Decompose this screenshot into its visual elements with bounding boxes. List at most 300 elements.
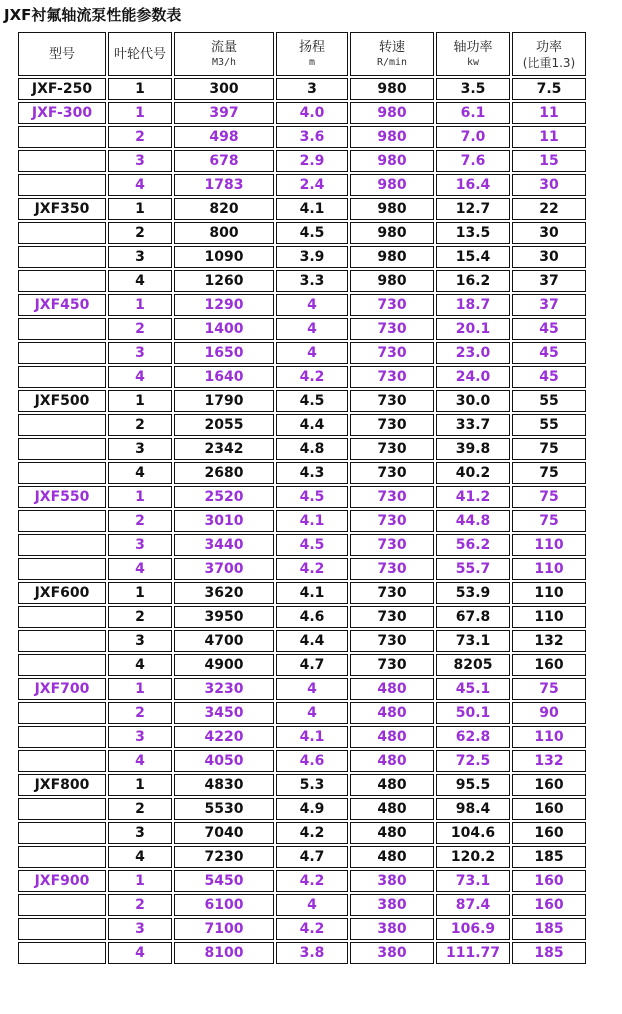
shaft-power-cell: 16.2 bbox=[436, 270, 510, 292]
header-cell-speed bbox=[350, 32, 434, 76]
impeller-cell: 3 bbox=[108, 438, 172, 460]
power-cell: 132 bbox=[512, 630, 586, 652]
impeller-cell: 3 bbox=[108, 534, 172, 556]
model-cell: JXF900 bbox=[18, 870, 106, 892]
power-cell: 45 bbox=[512, 342, 586, 364]
impeller-cell: 2 bbox=[108, 126, 172, 148]
speed-cell: 480 bbox=[350, 678, 434, 700]
speed-cell: 730 bbox=[350, 366, 434, 388]
impeller-cell: 1 bbox=[108, 678, 172, 700]
speed-cell: 980 bbox=[350, 174, 434, 196]
flow-cell: 3450 bbox=[174, 702, 274, 724]
power-cell: 75 bbox=[512, 438, 586, 460]
shaft-power-cell: 44.8 bbox=[436, 510, 510, 532]
flow-cell: 820 bbox=[174, 198, 274, 220]
table-row bbox=[18, 462, 586, 484]
model-cell bbox=[18, 270, 106, 292]
model-cell bbox=[18, 654, 106, 676]
header-label: 转速 bbox=[378, 39, 405, 55]
power-cell: 160 bbox=[512, 870, 586, 892]
model-cell: JXF-300 bbox=[18, 102, 106, 124]
spec-table-body bbox=[18, 32, 586, 964]
impeller-cell: 3 bbox=[108, 918, 172, 940]
head-cell: 5.3 bbox=[276, 774, 348, 796]
power-cell: 75 bbox=[512, 510, 586, 532]
head-cell: 4.1 bbox=[276, 510, 348, 532]
flow-cell: 2680 bbox=[174, 462, 274, 484]
shaft-power-cell: 30.0 bbox=[436, 390, 510, 412]
speed-cell: 480 bbox=[350, 798, 434, 820]
impeller-cell: 2 bbox=[108, 414, 172, 436]
head-cell: 4 bbox=[276, 678, 348, 700]
head-cell: 4.5 bbox=[276, 486, 348, 508]
table-row bbox=[18, 558, 586, 580]
model-cell bbox=[18, 438, 106, 460]
header-cell-shaft-power bbox=[436, 32, 510, 76]
flow-cell: 3230 bbox=[174, 678, 274, 700]
speed-cell: 480 bbox=[350, 846, 434, 868]
impeller-cell: 2 bbox=[108, 318, 172, 340]
power-cell: 45 bbox=[512, 366, 586, 388]
spec-table bbox=[16, 30, 588, 966]
table-row bbox=[18, 174, 586, 196]
impeller-cell: 4 bbox=[108, 654, 172, 676]
impeller-cell: 3 bbox=[108, 726, 172, 748]
table-row bbox=[18, 390, 586, 412]
flow-cell: 1400 bbox=[174, 318, 274, 340]
shaft-power-cell: 45.1 bbox=[436, 678, 510, 700]
impeller-cell: 1 bbox=[108, 486, 172, 508]
shaft-power-cell: 33.7 bbox=[436, 414, 510, 436]
power-cell: 160 bbox=[512, 774, 586, 796]
shaft-power-cell: 41.2 bbox=[436, 486, 510, 508]
table-row bbox=[18, 126, 586, 148]
flow-cell: 1260 bbox=[174, 270, 274, 292]
impeller-cell: 4 bbox=[108, 462, 172, 484]
model-cell: JXF-250 bbox=[18, 78, 106, 100]
shaft-power-cell: 62.8 bbox=[436, 726, 510, 748]
head-cell: 4 bbox=[276, 342, 348, 364]
shaft-power-cell: 53.9 bbox=[436, 582, 510, 604]
speed-cell: 730 bbox=[350, 582, 434, 604]
power-cell: 11 bbox=[512, 102, 586, 124]
model-cell bbox=[18, 702, 106, 724]
impeller-cell: 1 bbox=[108, 78, 172, 100]
header-cell-model bbox=[18, 32, 106, 76]
impeller-cell: 3 bbox=[108, 630, 172, 652]
table-row bbox=[18, 342, 586, 364]
power-cell: 45 bbox=[512, 318, 586, 340]
model-cell bbox=[18, 150, 106, 172]
power-cell: 11 bbox=[512, 126, 586, 148]
model-cell bbox=[18, 918, 106, 940]
impeller-cell: 2 bbox=[108, 606, 172, 628]
power-cell: 185 bbox=[512, 918, 586, 940]
model-cell bbox=[18, 318, 106, 340]
table-row bbox=[18, 798, 586, 820]
impeller-cell: 1 bbox=[108, 294, 172, 316]
speed-cell: 730 bbox=[350, 606, 434, 628]
head-cell: 3.6 bbox=[276, 126, 348, 148]
shaft-power-cell: 6.1 bbox=[436, 102, 510, 124]
model-cell bbox=[18, 558, 106, 580]
head-cell: 4.1 bbox=[276, 198, 348, 220]
power-cell: 160 bbox=[512, 654, 586, 676]
speed-cell: 730 bbox=[350, 294, 434, 316]
header-cell-power bbox=[512, 32, 586, 76]
shaft-power-cell: 55.7 bbox=[436, 558, 510, 580]
shaft-power-cell: 67.8 bbox=[436, 606, 510, 628]
shaft-power-cell: 24.0 bbox=[436, 366, 510, 388]
flow-cell: 3620 bbox=[174, 582, 274, 604]
power-cell: 110 bbox=[512, 558, 586, 580]
head-cell: 4.6 bbox=[276, 750, 348, 772]
impeller-cell: 1 bbox=[108, 390, 172, 412]
model-cell bbox=[18, 630, 106, 652]
head-cell: 4.2 bbox=[276, 366, 348, 388]
table-row bbox=[18, 606, 586, 628]
speed-cell: 380 bbox=[350, 894, 434, 916]
flow-cell: 7100 bbox=[174, 918, 274, 940]
head-cell: 4 bbox=[276, 894, 348, 916]
impeller-cell: 2 bbox=[108, 222, 172, 244]
table-row bbox=[18, 366, 586, 388]
header-label: 功率 bbox=[535, 39, 562, 55]
power-cell: 110 bbox=[512, 726, 586, 748]
head-cell: 4.2 bbox=[276, 822, 348, 844]
impeller-cell: 3 bbox=[108, 150, 172, 172]
header-label: 轴功率 bbox=[453, 39, 493, 55]
speed-cell: 480 bbox=[350, 726, 434, 748]
table-row bbox=[18, 630, 586, 652]
model-cell bbox=[18, 822, 106, 844]
flow-cell: 5530 bbox=[174, 798, 274, 820]
impeller-cell: 4 bbox=[108, 750, 172, 772]
flow-cell: 4700 bbox=[174, 630, 274, 652]
table-row bbox=[18, 774, 586, 796]
table-row bbox=[18, 150, 586, 172]
head-cell: 3 bbox=[276, 78, 348, 100]
head-cell: 4.1 bbox=[276, 726, 348, 748]
head-cell: 3.8 bbox=[276, 942, 348, 964]
speed-cell: 730 bbox=[350, 654, 434, 676]
shaft-power-cell: 12.7 bbox=[436, 198, 510, 220]
header-cell-impeller bbox=[108, 32, 172, 76]
power-cell: 55 bbox=[512, 390, 586, 412]
flow-cell: 2520 bbox=[174, 486, 274, 508]
head-cell: 4.4 bbox=[276, 414, 348, 436]
power-cell: 160 bbox=[512, 822, 586, 844]
speed-cell: 380 bbox=[350, 918, 434, 940]
table-row bbox=[18, 678, 586, 700]
header-label: 型号 bbox=[48, 46, 75, 62]
flow-cell: 6100 bbox=[174, 894, 274, 916]
shaft-power-cell: 7.6 bbox=[436, 150, 510, 172]
table-row bbox=[18, 294, 586, 316]
flow-cell: 7230 bbox=[174, 846, 274, 868]
table-row bbox=[18, 246, 586, 268]
shaft-power-cell: 56.2 bbox=[436, 534, 510, 556]
model-cell bbox=[18, 942, 106, 964]
power-cell: 7.5 bbox=[512, 78, 586, 100]
model-cell bbox=[18, 342, 106, 364]
flow-cell: 800 bbox=[174, 222, 274, 244]
head-cell: 3.9 bbox=[276, 246, 348, 268]
table-row bbox=[18, 102, 586, 124]
model-cell bbox=[18, 510, 106, 532]
speed-cell: 730 bbox=[350, 534, 434, 556]
model-cell bbox=[18, 366, 106, 388]
table-row bbox=[18, 222, 586, 244]
flow-cell: 1290 bbox=[174, 294, 274, 316]
header-unit: (比重1.3) bbox=[522, 55, 576, 70]
model-cell: JXF700 bbox=[18, 678, 106, 700]
impeller-cell: 2 bbox=[108, 894, 172, 916]
impeller-cell: 1 bbox=[108, 774, 172, 796]
flow-cell: 4830 bbox=[174, 774, 274, 796]
table-row bbox=[18, 582, 586, 604]
shaft-power-cell: 98.4 bbox=[436, 798, 510, 820]
speed-cell: 730 bbox=[350, 318, 434, 340]
impeller-cell: 1 bbox=[108, 198, 172, 220]
table-row bbox=[18, 198, 586, 220]
speed-cell: 730 bbox=[350, 510, 434, 532]
shaft-power-cell: 23.0 bbox=[436, 342, 510, 364]
impeller-cell: 3 bbox=[108, 822, 172, 844]
power-cell: 90 bbox=[512, 702, 586, 724]
table-row bbox=[18, 318, 586, 340]
header-label: 叶轮代号 bbox=[113, 46, 166, 62]
head-cell: 4 bbox=[276, 294, 348, 316]
power-cell: 185 bbox=[512, 846, 586, 868]
speed-cell: 730 bbox=[350, 438, 434, 460]
flow-cell: 2342 bbox=[174, 438, 274, 460]
head-cell: 4.5 bbox=[276, 534, 348, 556]
shaft-power-cell: 39.8 bbox=[436, 438, 510, 460]
model-cell: JXF800 bbox=[18, 774, 106, 796]
speed-cell: 380 bbox=[350, 870, 434, 892]
header-unit: M3/h bbox=[211, 56, 237, 68]
flow-cell: 498 bbox=[174, 126, 274, 148]
shaft-power-cell: 73.1 bbox=[436, 870, 510, 892]
model-cell bbox=[18, 462, 106, 484]
speed-cell: 480 bbox=[350, 822, 434, 844]
power-cell: 75 bbox=[512, 678, 586, 700]
shaft-power-cell: 111.77 bbox=[436, 942, 510, 964]
shaft-power-cell: 13.5 bbox=[436, 222, 510, 244]
head-cell: 3.3 bbox=[276, 270, 348, 292]
impeller-cell: 4 bbox=[108, 846, 172, 868]
page-title: JXF衬氟轴流泵性能参数表 bbox=[4, 6, 182, 24]
table-row bbox=[18, 846, 586, 868]
model-cell bbox=[18, 726, 106, 748]
table-row bbox=[18, 918, 586, 940]
flow-cell: 1640 bbox=[174, 366, 274, 388]
speed-cell: 480 bbox=[350, 702, 434, 724]
flow-cell: 4900 bbox=[174, 654, 274, 676]
speed-cell: 730 bbox=[350, 390, 434, 412]
model-cell bbox=[18, 606, 106, 628]
power-cell: 185 bbox=[512, 942, 586, 964]
model-cell bbox=[18, 798, 106, 820]
impeller-cell: 4 bbox=[108, 942, 172, 964]
table-row bbox=[18, 894, 586, 916]
flow-cell: 1783 bbox=[174, 174, 274, 196]
flow-cell: 1090 bbox=[174, 246, 274, 268]
speed-cell: 980 bbox=[350, 198, 434, 220]
model-cell bbox=[18, 534, 106, 556]
speed-cell: 730 bbox=[350, 558, 434, 580]
model-cell bbox=[18, 222, 106, 244]
impeller-cell: 3 bbox=[108, 342, 172, 364]
head-cell: 4 bbox=[276, 702, 348, 724]
table-row bbox=[18, 870, 586, 892]
model-cell: JXF350 bbox=[18, 198, 106, 220]
power-cell: 37 bbox=[512, 270, 586, 292]
impeller-cell: 2 bbox=[108, 798, 172, 820]
table-row bbox=[18, 654, 586, 676]
header-unit: kw bbox=[466, 56, 480, 68]
flow-cell: 397 bbox=[174, 102, 274, 124]
impeller-cell: 1 bbox=[108, 870, 172, 892]
header-unit: m bbox=[308, 56, 316, 68]
table-row bbox=[18, 270, 586, 292]
flow-cell: 1790 bbox=[174, 390, 274, 412]
power-cell: 30 bbox=[512, 222, 586, 244]
impeller-cell: 4 bbox=[108, 558, 172, 580]
model-cell bbox=[18, 750, 106, 772]
flow-cell: 3440 bbox=[174, 534, 274, 556]
table-row bbox=[18, 438, 586, 460]
shaft-power-cell: 7.0 bbox=[436, 126, 510, 148]
impeller-cell: 3 bbox=[108, 246, 172, 268]
power-cell: 110 bbox=[512, 534, 586, 556]
head-cell: 4 bbox=[276, 318, 348, 340]
flow-cell: 5450 bbox=[174, 870, 274, 892]
shaft-power-cell: 20.1 bbox=[436, 318, 510, 340]
speed-cell: 980 bbox=[350, 126, 434, 148]
model-cell bbox=[18, 846, 106, 868]
flow-cell: 3950 bbox=[174, 606, 274, 628]
power-cell: 22 bbox=[512, 198, 586, 220]
header-cell-head bbox=[276, 32, 348, 76]
power-cell: 110 bbox=[512, 582, 586, 604]
header-row bbox=[18, 32, 586, 76]
flow-cell: 300 bbox=[174, 78, 274, 100]
model-cell bbox=[18, 126, 106, 148]
model-cell: JXF600 bbox=[18, 582, 106, 604]
flow-cell: 3010 bbox=[174, 510, 274, 532]
speed-cell: 730 bbox=[350, 486, 434, 508]
head-cell: 4.2 bbox=[276, 558, 348, 580]
shaft-power-cell: 72.5 bbox=[436, 750, 510, 772]
shaft-power-cell: 106.9 bbox=[436, 918, 510, 940]
head-cell: 4.1 bbox=[276, 582, 348, 604]
head-cell: 4.2 bbox=[276, 870, 348, 892]
table-row bbox=[18, 726, 586, 748]
impeller-cell: 1 bbox=[108, 102, 172, 124]
shaft-power-cell: 104.6 bbox=[436, 822, 510, 844]
head-cell: 4.8 bbox=[276, 438, 348, 460]
power-cell: 132 bbox=[512, 750, 586, 772]
speed-cell: 480 bbox=[350, 750, 434, 772]
impeller-cell: 4 bbox=[108, 174, 172, 196]
shaft-power-cell: 8205 bbox=[436, 654, 510, 676]
table-row bbox=[18, 750, 586, 772]
flow-cell: 4220 bbox=[174, 726, 274, 748]
power-cell: 55 bbox=[512, 414, 586, 436]
speed-cell: 980 bbox=[350, 150, 434, 172]
head-cell: 4.7 bbox=[276, 846, 348, 868]
power-cell: 15 bbox=[512, 150, 586, 172]
power-cell: 160 bbox=[512, 894, 586, 916]
speed-cell: 980 bbox=[350, 222, 434, 244]
shaft-power-cell: 15.4 bbox=[436, 246, 510, 268]
head-cell: 4.6 bbox=[276, 606, 348, 628]
shaft-power-cell: 3.5 bbox=[436, 78, 510, 100]
power-cell: 37 bbox=[512, 294, 586, 316]
head-cell: 4.5 bbox=[276, 222, 348, 244]
table-row bbox=[18, 942, 586, 964]
power-cell: 75 bbox=[512, 462, 586, 484]
head-cell: 4.7 bbox=[276, 654, 348, 676]
head-cell: 2.9 bbox=[276, 150, 348, 172]
table-row bbox=[18, 534, 586, 556]
model-cell: JXF500 bbox=[18, 390, 106, 412]
shaft-power-cell: 16.4 bbox=[436, 174, 510, 196]
flow-cell: 8100 bbox=[174, 942, 274, 964]
table-row bbox=[18, 822, 586, 844]
speed-cell: 980 bbox=[350, 102, 434, 124]
table-row bbox=[18, 702, 586, 724]
power-cell: 75 bbox=[512, 486, 586, 508]
speed-cell: 380 bbox=[350, 942, 434, 964]
shaft-power-cell: 18.7 bbox=[436, 294, 510, 316]
power-cell: 30 bbox=[512, 246, 586, 268]
shaft-power-cell: 40.2 bbox=[436, 462, 510, 484]
head-cell: 2.4 bbox=[276, 174, 348, 196]
speed-cell: 730 bbox=[350, 462, 434, 484]
model-cell bbox=[18, 414, 106, 436]
speed-cell: 730 bbox=[350, 414, 434, 436]
impeller-cell: 4 bbox=[108, 366, 172, 388]
table-row bbox=[18, 486, 586, 508]
model-cell bbox=[18, 174, 106, 196]
power-cell: 30 bbox=[512, 174, 586, 196]
head-cell: 4.9 bbox=[276, 798, 348, 820]
model-cell bbox=[18, 246, 106, 268]
impeller-cell: 2 bbox=[108, 702, 172, 724]
header-label: 流量 bbox=[210, 39, 237, 55]
shaft-power-cell: 87.4 bbox=[436, 894, 510, 916]
speed-cell: 980 bbox=[350, 246, 434, 268]
flow-cell: 678 bbox=[174, 150, 274, 172]
flow-cell: 7040 bbox=[174, 822, 274, 844]
impeller-cell: 1 bbox=[108, 582, 172, 604]
model-cell: JXF450 bbox=[18, 294, 106, 316]
shaft-power-cell: 73.1 bbox=[436, 630, 510, 652]
flow-cell: 2055 bbox=[174, 414, 274, 436]
head-cell: 4.3 bbox=[276, 462, 348, 484]
power-cell: 110 bbox=[512, 606, 586, 628]
head-cell: 4.2 bbox=[276, 918, 348, 940]
flow-cell: 1650 bbox=[174, 342, 274, 364]
impeller-cell: 2 bbox=[108, 510, 172, 532]
head-cell: 4.0 bbox=[276, 102, 348, 124]
header-unit: R/min bbox=[376, 56, 408, 68]
impeller-cell: 4 bbox=[108, 270, 172, 292]
model-cell: JXF550 bbox=[18, 486, 106, 508]
